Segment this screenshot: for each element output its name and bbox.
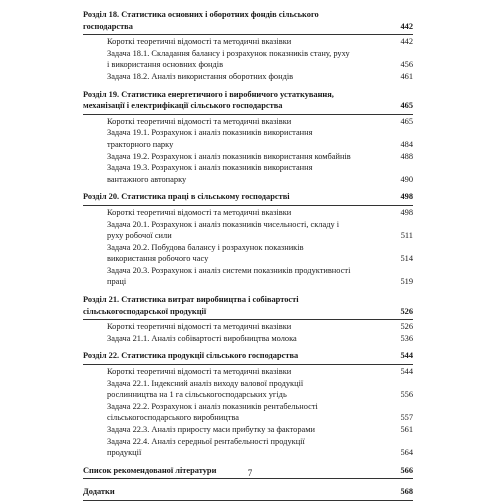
toc-subentry[interactable]	[83, 378, 413, 401]
section-title-line	[83, 9, 413, 21]
entry-text: Короткі теоретичні відомості та методичні вказівки	[107, 116, 292, 126]
subentry-title-line	[107, 265, 413, 277]
section-title-line	[83, 486, 413, 498]
subentry-title-line	[107, 436, 413, 448]
entry-text: праці	[107, 277, 127, 287]
subentry-title-line	[107, 174, 413, 186]
section-divider	[83, 500, 413, 501]
page-ref: 442	[400, 21, 413, 31]
page-ref: 536	[400, 333, 413, 343]
page-ref: 557	[400, 413, 413, 423]
entry-text: вантажного автопарку	[107, 174, 187, 184]
subentry-title-line	[107, 276, 413, 288]
entry-text: використання робочого часу	[107, 254, 209, 264]
subentry-title-line	[107, 424, 413, 436]
toc-subentry[interactable]	[83, 265, 413, 288]
page-ref: 526	[400, 306, 413, 316]
entry-text: Додатки	[83, 487, 115, 497]
page-ref: 465	[400, 116, 413, 126]
toc-section-entry[interactable]	[83, 486, 413, 498]
subentry-title-line	[107, 139, 413, 151]
entry-text: Задача 20.1. Розрахунок і аналіз показників чисельності, складу і	[107, 219, 340, 229]
entry-text: рослинництва на 1 га сільськогосподарських угідь	[107, 390, 287, 400]
page-ref: 511	[400, 231, 413, 241]
subentry-title-line	[107, 378, 413, 390]
subentry-title-line	[107, 116, 413, 128]
table-of-contents	[83, 9, 413, 502]
page-ref: 564	[400, 448, 413, 458]
page-ref: 561	[400, 425, 413, 434]
section-divider	[83, 364, 413, 365]
toc-section-entry[interactable]	[83, 9, 413, 32]
entry-text: Розділ 22. Статистика продукції сільського господарства	[83, 351, 299, 361]
subentry-title-line	[107, 321, 413, 333]
entry-text: Розділ 21. Статистика витрат виробництва і собівартості	[83, 295, 299, 305]
subentry-title-line	[107, 253, 413, 265]
toc-subentry[interactable]	[83, 401, 413, 424]
entry-text: руху робочої сили	[107, 231, 172, 241]
toc-section-entry[interactable]	[83, 350, 413, 362]
toc-section-entry[interactable]	[83, 89, 413, 112]
toc-subentry[interactable]	[83, 48, 413, 71]
entry-text: господарства	[83, 21, 133, 31]
entry-text: і використання основних фондів	[107, 60, 224, 70]
toc-subentry[interactable]	[83, 116, 413, 128]
entry-text: механізації і електрифікації сільського господарства	[83, 101, 283, 111]
page-ref: 556	[400, 390, 413, 400]
section-title-line	[83, 191, 413, 203]
toc-subentry[interactable]	[83, 151, 413, 163]
page-ref: 498	[400, 207, 413, 217]
subentry-title-line	[107, 412, 413, 424]
toc-section-entry[interactable]	[83, 294, 413, 317]
toc-subentry[interactable]	[83, 424, 413, 436]
entry-text: Задача 22.4. Аналіз середньої рентабельності продукції	[107, 436, 305, 446]
subentry-title-line	[107, 366, 413, 378]
subentry-title-line	[107, 48, 413, 60]
subentry-title-line	[107, 151, 413, 163]
section-title-line	[83, 21, 413, 33]
entry-text: Задача 21.1. Аналіз собівартості виробництва молока	[107, 333, 297, 343]
section-divider	[83, 319, 413, 320]
page-ref: 442	[400, 37, 413, 47]
entry-text: Задача 22.2. Розрахунок і аналіз показників рентабельності	[107, 401, 318, 411]
entry-text: тракторного парку	[107, 139, 174, 149]
entry-text: Короткі теоретичні відомості та методичні вказівки	[107, 37, 292, 47]
toc-subentry[interactable]	[83, 207, 413, 219]
entry-text: Розділ 19. Статистика енергетичного і виробничого устаткування,	[83, 89, 334, 99]
toc-subentry[interactable]	[83, 127, 413, 150]
subentry-title-line	[107, 59, 413, 71]
subentry-title-line	[107, 162, 413, 174]
subentry-title-line	[107, 447, 413, 459]
entry-text: Короткі теоретичні відомості та методичні вказівки	[107, 322, 292, 332]
page-ref: 461	[400, 71, 413, 81]
page-ref: 514	[400, 254, 413, 264]
toc-subentry[interactable]	[83, 36, 413, 48]
toc-subentry[interactable]	[83, 333, 413, 345]
page-ref: 566	[400, 465, 413, 475]
toc-subentry[interactable]	[83, 321, 413, 333]
toc-subentry[interactable]	[83, 219, 413, 242]
entry-text: сільськогосподарського виробництва	[107, 413, 239, 423]
section-divider	[83, 478, 413, 479]
page-ref: 544	[400, 367, 413, 377]
entry-text: продукції	[107, 448, 142, 458]
entry-text: Задача 20.3. Розрахунок і аналіз системи показників продуктивності	[107, 265, 351, 275]
entry-text: Короткі теоретичні відомості та методичні вказівки	[107, 367, 292, 377]
entry-text: Задача 18.1. Складання балансу і розрахунок показників стану, руху	[107, 48, 350, 58]
entry-text: Задача 19.2. Розрахунок і аналіз показників використання комбайнів	[107, 151, 351, 161]
section-divider	[83, 34, 413, 35]
page-ref: 488	[400, 151, 413, 161]
page-ref: 526	[400, 322, 413, 332]
entry-text: Задача 19.1. Розрахунок і аналіз показників використання	[107, 128, 313, 138]
toc-subentry[interactable]	[83, 436, 413, 459]
section-divider	[83, 205, 413, 206]
entry-text: Задача 22.1. Індексний аналіз виходу валової продукції	[107, 378, 304, 388]
page-ref: 544	[400, 351, 413, 361]
toc-subentry[interactable]	[83, 71, 413, 83]
entry-text: Розділ 20. Статистика праці в сільському господарстві	[83, 192, 290, 202]
entry-text: Розділ 18. Статистика основних і оборотних фондів сільського	[83, 10, 319, 19]
page-ref: 519	[400, 277, 413, 287]
page-ref: 568	[400, 487, 413, 497]
subentry-title-line	[107, 207, 413, 219]
entry-text: Задача 18.2. Аналіз використання оборотних фондів	[107, 71, 294, 81]
page-ref: 484	[400, 139, 413, 149]
subentry-title-line	[107, 389, 413, 401]
section-title-line	[83, 89, 413, 101]
subentry-title-line	[107, 71, 413, 83]
entry-text: Задача 22.3. Аналіз приросту маси прибутку за факторами	[107, 425, 316, 434]
subentry-title-line	[107, 333, 413, 345]
section-title-line	[83, 350, 413, 362]
page-number: 7	[247, 468, 253, 478]
page-ref: 465	[400, 101, 413, 111]
page-ref: 490	[400, 174, 413, 184]
entry-text: сільськогосподарської продукції	[83, 306, 207, 316]
page-ref: 498	[400, 192, 413, 202]
entry-text: Список рекомендованої літератури	[83, 465, 217, 475]
subentry-title-line	[107, 36, 413, 48]
section-divider	[83, 114, 413, 115]
subentry-title-line	[107, 219, 413, 231]
subentry-title-line	[107, 401, 413, 413]
section-title-line	[83, 306, 413, 318]
entry-text: Задача 19.3. Розрахунок і аналіз показників використання	[107, 163, 313, 173]
entry-text: Короткі теоретичні відомості та методичні вказівки	[107, 207, 292, 217]
entry-text: Задача 20.2. Побудова балансу і розрахунок показників	[107, 242, 304, 252]
subentry-title-line	[107, 230, 413, 242]
subentry-title-line	[107, 242, 413, 254]
subentry-title-line	[107, 127, 413, 139]
toc-subentry[interactable]	[83, 242, 413, 265]
toc-section-entry[interactable]	[83, 191, 413, 203]
section-title-line	[83, 100, 413, 112]
toc-subentry[interactable]	[83, 366, 413, 378]
page-ref: 456	[400, 60, 413, 70]
toc-subentry[interactable]	[83, 162, 413, 185]
section-title-line	[83, 294, 413, 306]
